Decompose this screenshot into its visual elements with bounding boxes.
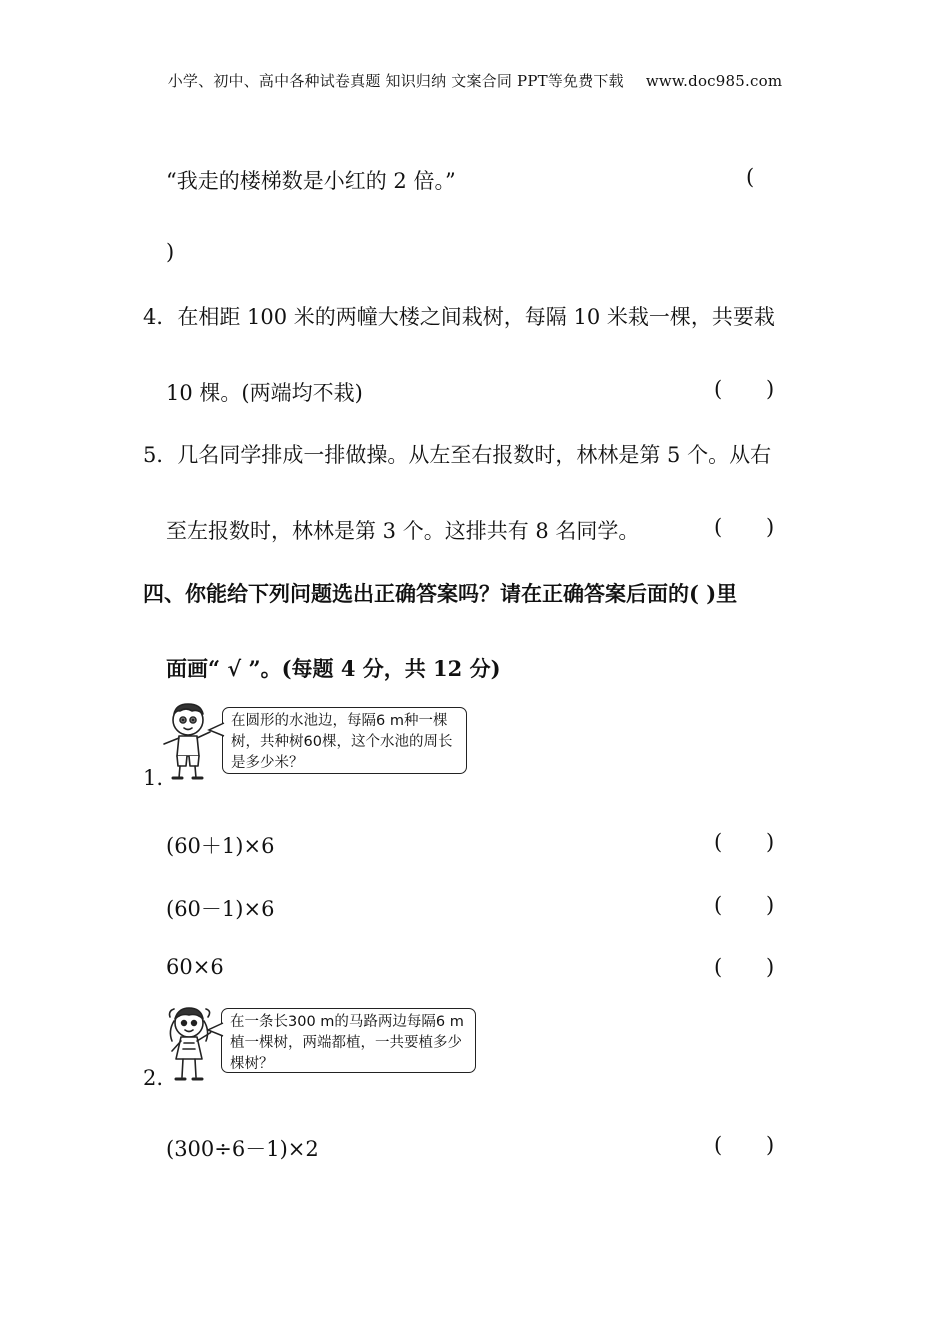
speech-tail-icon <box>206 1022 224 1038</box>
header-text: 小学、初中、高中各种试卷真题 知识归纳 文案合同 PPT等免费下载 <box>167 72 624 90</box>
speech-tail-icon <box>207 722 225 738</box>
q1-option-1: (60＋1)×6 <box>166 834 275 858</box>
paren-open: ( <box>714 377 723 401</box>
section4-heading-line2: 面画“ √ ”。(每题 4 分，共 12 分) <box>166 656 501 681</box>
paren-close: ) <box>766 377 775 401</box>
paren-open: ( <box>714 515 723 539</box>
item3-quote: “我走的楼梯数是小红的 2 倍。” <box>166 169 456 193</box>
paren-close: ) <box>766 1133 775 1157</box>
item4-line1: 4．在相距 100 米的两幢大楼之间栽树，每隔 10 米栽一棵，共要栽 <box>143 305 775 329</box>
paren-close: ) <box>766 830 775 854</box>
item3-paren-close: ) <box>166 240 175 264</box>
item5-line1: 5．几名同学排成一排做操。从左至右报数时，林林是第 5 个。从右 <box>143 443 772 467</box>
q2-number: 2. <box>143 1066 164 1090</box>
q1-option-2: (60－1)×6 <box>166 897 275 921</box>
girl-cartoon-icon <box>160 1003 220 1087</box>
q1-speech-bubble: 在圆形的水池边，每隔6 m种一棵树，共种树60棵，这个水池的周长是多少米？ <box>222 707 467 774</box>
paren-close: ) <box>766 515 775 539</box>
item3-paren-open: ( <box>746 165 755 189</box>
item5-line2: 至左报数时，林林是第 3 个。这排共有 8 名同学。 <box>166 519 640 543</box>
paren-open: ( <box>714 830 723 854</box>
q1-number: 1. <box>143 766 164 790</box>
paren-open: ( <box>714 1133 723 1157</box>
paren-close: ) <box>766 955 775 979</box>
boy-cartoon-icon <box>158 700 222 786</box>
page-header <box>0 70 950 91</box>
section4-heading-line1: 四、你能给下列问题选出正确答案吗？请在正确答案后面的( )里 <box>143 581 738 606</box>
paren-open: ( <box>714 893 723 917</box>
paren-open: ( <box>714 955 723 979</box>
q2-speech-bubble: 在一条长300 m的马路两边每隔6 m植一棵树，两端都植，一共要植多少棵树？ <box>221 1008 476 1073</box>
paren-close: ) <box>766 893 775 917</box>
q1-option-3: 60×6 <box>166 955 224 979</box>
item4-line2: 10 棵。(两端均不栽) <box>166 381 363 405</box>
q2-option-1: (300÷6－1)×2 <box>166 1137 319 1161</box>
header-site: www.doc985.com <box>645 72 783 90</box>
